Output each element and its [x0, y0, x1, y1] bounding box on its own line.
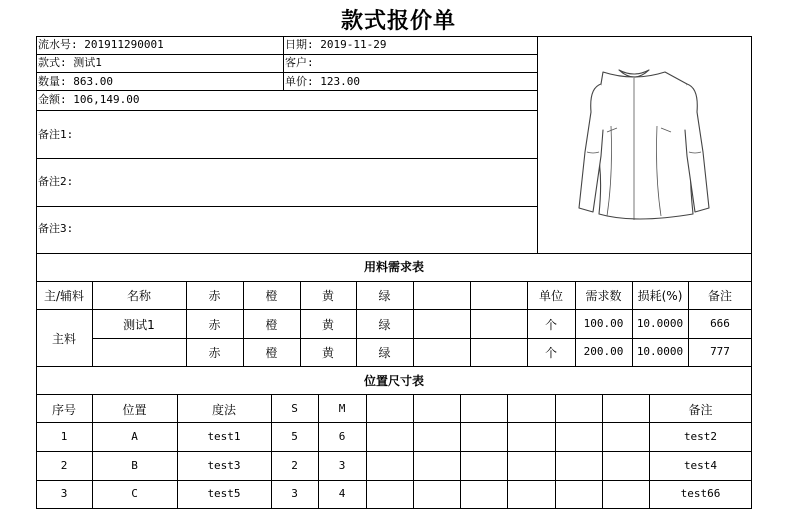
table-cell: 黄: [321, 318, 334, 332]
group-label: 主料: [51, 332, 76, 346]
header-cell: 需求数: [585, 289, 622, 303]
table-cell: 赤: [208, 318, 221, 332]
header-cell: 名称: [126, 289, 151, 303]
table-cell: 个: [544, 346, 557, 360]
style-field: 款式: 测试1: [38, 56, 102, 69]
divider: [460, 394, 461, 509]
header-cell: 备注: [707, 289, 732, 303]
table-cell: 5: [291, 430, 298, 443]
table-cell: test2: [683, 430, 718, 443]
blouse-sketch-icon: [541, 56, 727, 238]
divider: [36, 158, 537, 159]
serial-number: 流水号: 201911290001: [38, 38, 164, 51]
header-cell: 备注: [688, 403, 713, 417]
table-cell: 777: [710, 345, 730, 358]
header-cell: 单位: [538, 289, 563, 303]
divider: [555, 394, 556, 509]
table-cell: 绿: [378, 318, 391, 332]
divider: [36, 309, 752, 310]
divider: [537, 36, 538, 253]
table-cell: 绿: [378, 346, 391, 360]
table-cell: 黄: [321, 346, 334, 360]
table-cell: 3: [60, 487, 68, 500]
divider: [36, 394, 752, 395]
header-cell: 损耗(%): [637, 289, 683, 303]
table-cell: 橙: [265, 346, 278, 360]
divider: [413, 394, 414, 509]
divider: [36, 206, 537, 207]
size-table-title: 位置尺寸表: [363, 374, 424, 388]
note3-field: 备注3:: [38, 222, 74, 235]
table-cell: 10.0000: [636, 317, 684, 330]
header-cell: 序号: [51, 403, 76, 417]
divider: [36, 253, 752, 254]
divider: [602, 394, 603, 509]
note1-field: 备注1:: [38, 128, 74, 141]
header-cell: 位置: [122, 403, 147, 417]
customer-field: 客户:: [285, 56, 314, 69]
table-cell: C: [131, 487, 138, 500]
divider: [36, 110, 537, 111]
table-cell: 3: [291, 487, 298, 500]
divider: [470, 281, 471, 366]
table-cell: test3: [207, 459, 241, 472]
table-cell: 200.00: [583, 345, 624, 358]
table-cell: test66: [680, 487, 721, 500]
divider: [36, 480, 752, 481]
table-cell: 橙: [265, 318, 278, 332]
table-cell: 2: [60, 459, 68, 472]
table-cell: 100.00: [583, 317, 624, 330]
table-cell: 3: [338, 459, 346, 472]
divider: [36, 451, 752, 452]
header-cell: 赤: [208, 289, 221, 303]
table-cell: 666: [710, 317, 730, 330]
table-cell: 赤: [208, 346, 221, 360]
table-cell: A: [131, 430, 138, 443]
divider: [36, 281, 752, 282]
date-field: 日期: 2019-11-29: [285, 38, 387, 51]
header-cell: 主/辅料: [43, 289, 85, 303]
divider: [92, 338, 752, 339]
table-cell: 4: [338, 487, 346, 500]
table-cell: 10.0000: [636, 345, 684, 358]
table-cell: 2: [291, 459, 298, 472]
table-cell: 1: [60, 430, 68, 443]
divider: [36, 422, 752, 423]
note2-field: 备注2:: [38, 175, 74, 188]
table-cell: 测试1: [123, 318, 155, 332]
amount-field: 金额: 106,149.00: [38, 93, 140, 106]
divider: [413, 281, 414, 366]
divider: [36, 366, 752, 367]
header-cell: 度法: [211, 403, 236, 417]
header-cell: 黄: [321, 289, 334, 303]
table-cell: B: [131, 459, 138, 472]
page-title: 款式报价单: [340, 9, 456, 34]
divider: [507, 394, 508, 509]
quantity-field: 数量: 863.00: [38, 75, 113, 88]
header-cell: S: [291, 402, 298, 415]
header-cell: M: [338, 402, 346, 415]
table-cell: 6: [338, 430, 346, 443]
material-table-title: 用料需求表: [363, 260, 424, 274]
unit-price-field: 单价: 123.00: [285, 75, 360, 88]
table-cell: test5: [207, 487, 241, 500]
divider: [366, 394, 367, 509]
table-cell: 个: [544, 318, 557, 332]
table-cell: test1: [207, 430, 241, 443]
table-cell: test4: [683, 459, 718, 472]
header-cell: 橙: [265, 289, 278, 303]
header-cell: 绿: [378, 289, 391, 303]
